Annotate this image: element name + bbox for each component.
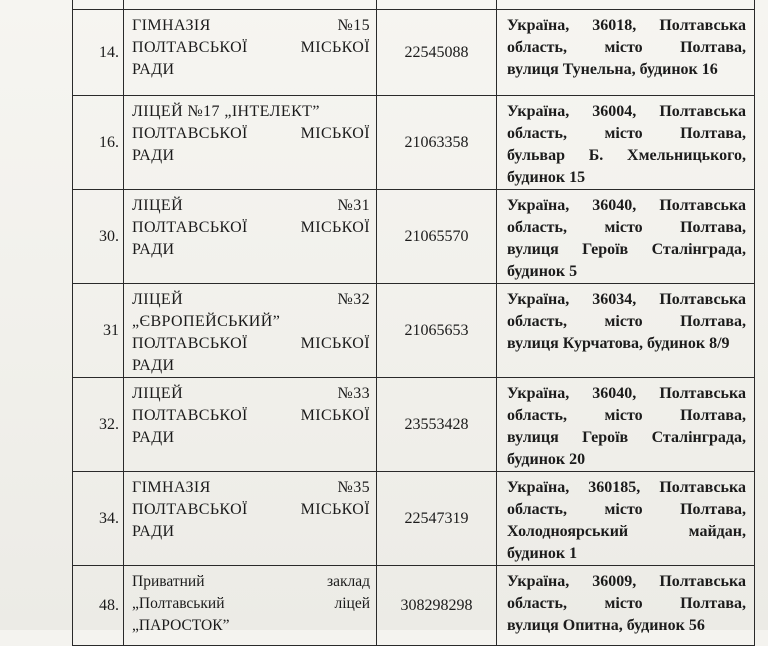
address-word: місто (604, 595, 643, 612)
institution-name-line (132, 427, 370, 449)
institution-name-word: МІСЬКОЇ (300, 125, 370, 142)
institution-name-word: РАДИ (132, 241, 175, 258)
address-line (507, 477, 746, 499)
address-line (507, 101, 746, 123)
institution-name-word: ПОЛТАВСЬКОЇ (132, 335, 248, 352)
institution-name-word: ПОЛТАВСЬКОЇ (132, 125, 248, 142)
row-number: 14. (73, 10, 124, 96)
address-word: Полтавська (659, 17, 746, 34)
address-line (507, 405, 746, 427)
address-word: 36009, (592, 573, 637, 590)
address-word: Хмельницького, (627, 147, 746, 164)
address-word: Героїв (582, 429, 629, 446)
institution-name-line (132, 37, 370, 59)
institution-name-word: МІСЬКОЇ (300, 39, 370, 56)
address-line (507, 37, 746, 59)
institution-name-word: ЛІЦЕЙ (132, 197, 184, 214)
institution-name-line (132, 195, 370, 217)
row-number: 30. (73, 190, 124, 284)
institution-address (497, 284, 755, 378)
address-word: місто (604, 39, 643, 56)
address-word: 36004, (592, 103, 637, 120)
address-word: Полтава, (680, 501, 746, 518)
address-word: Полтавська (659, 385, 746, 402)
address-word: Б. (588, 147, 604, 164)
edrpou-code: 21065653 (377, 284, 497, 378)
address-word: Полтавська (659, 291, 746, 308)
address-word: 36040, (592, 197, 637, 214)
address-word: область, (507, 407, 567, 424)
institution-name-line (132, 15, 370, 37)
address-word: область, (507, 219, 567, 236)
institution-name-word: Приватний (132, 573, 205, 590)
edrpou-code: 21065570 (377, 190, 497, 284)
institution-name-word: „Полтавський (132, 595, 225, 612)
address-word: область, (507, 501, 567, 518)
address-word: Україна, (507, 103, 570, 120)
address-word: Полтава, (680, 39, 746, 56)
address-word: Полтава, (680, 219, 746, 236)
institution-name-line (132, 571, 370, 593)
address-line (507, 145, 746, 167)
institution-name-line (132, 355, 370, 377)
edrpou-code: 22547319 (377, 472, 497, 566)
address-word: 36034, (592, 291, 637, 308)
address-word: майдан, (688, 523, 746, 540)
table-row (73, 10, 755, 96)
institution-name-word: №15 (337, 17, 370, 34)
address-word: Україна, (507, 479, 570, 496)
address-word: Полтава, (680, 407, 746, 424)
institution-name (124, 378, 377, 472)
address-word: Полтава, (680, 595, 746, 612)
address-word: вулиця Курчатова, будинок 8/9 (507, 335, 730, 352)
institution-name-line (132, 145, 370, 167)
institution-address (497, 190, 755, 284)
institution-name (124, 284, 377, 378)
address-line (507, 239, 746, 261)
institution-name-line (132, 333, 370, 355)
address-line (507, 261, 746, 283)
institution-name-line (132, 311, 370, 333)
institution-name-word: №31 (337, 197, 370, 214)
institution-name-line (132, 217, 370, 239)
address-word: місто (604, 313, 643, 330)
address-line (507, 571, 746, 593)
institution-address (497, 378, 755, 472)
registry-table (72, 0, 755, 646)
address-word: Україна, (507, 291, 570, 308)
address-line (507, 289, 746, 311)
institution-name-word: ЛІЦЕЙ (132, 385, 184, 402)
address-word: Україна, (507, 197, 570, 214)
institution-name-word: МІСЬКОЇ (300, 407, 370, 424)
institution-name-line (132, 59, 370, 81)
institution-address (497, 96, 755, 190)
table-row (73, 284, 755, 378)
address-line (507, 615, 746, 637)
address-line (507, 15, 746, 37)
address-word: Сталінграда, (651, 429, 746, 446)
edrpou-code: 308298298 (377, 566, 497, 646)
institution-name-word: ЛІЦЕЙ №17 „ІНТЕЛЕКТ” (132, 103, 320, 120)
edrpou-code: 22545088 (377, 10, 497, 96)
edrpou-code: 23553428 (377, 378, 497, 472)
address-word: область, (507, 595, 567, 612)
institution-name-word: РАДИ (132, 357, 175, 374)
address-line (507, 195, 746, 217)
institution-name-word: МІСЬКОЇ (300, 219, 370, 236)
address-word: Україна, (507, 17, 570, 34)
institution-name-line (132, 499, 370, 521)
institution-name-word: ПОЛТАВСЬКОЇ (132, 219, 248, 236)
row-number: 32. (73, 378, 124, 472)
address-line (507, 593, 746, 615)
institution-name-line (132, 239, 370, 261)
institution-name-word: ліцей (334, 595, 370, 612)
address-line (507, 123, 746, 145)
institution-name-word: МІСЬКОЇ (300, 501, 370, 518)
row-number: 16. (73, 96, 124, 190)
institution-name-word: ПОЛТАВСЬКОЇ (132, 39, 248, 56)
address-word: вулиця (507, 429, 559, 446)
institution-name-word: РАДИ (132, 147, 175, 164)
institution-name-line (132, 289, 370, 311)
address-line (507, 383, 746, 405)
institution-name-line (132, 383, 370, 405)
institution-name-word: ПОЛТАВСЬКОЇ (132, 407, 248, 424)
institution-name-word: №35 (337, 479, 370, 496)
institution-address (497, 10, 755, 96)
address-word: вулиця Опитна, будинок 56 (507, 617, 705, 634)
address-word: Україна, (507, 573, 570, 590)
institution-name-line (132, 101, 370, 123)
address-word: бульвар (507, 147, 565, 164)
row-number: 48. (73, 566, 124, 646)
address-line (507, 521, 746, 543)
institution-name-word: МІСЬКОЇ (300, 335, 370, 352)
address-word: Полтавська (659, 479, 746, 496)
institution-name-word: РАДИ (132, 523, 175, 540)
address-line (507, 311, 746, 333)
institution-name-line (132, 593, 370, 615)
table-row (73, 96, 755, 190)
institution-name-word: ГІМНАЗІЯ (132, 479, 211, 496)
address-word: Полтавська (659, 103, 746, 120)
table-row (73, 190, 755, 284)
address-line (507, 217, 746, 239)
address-word: Полтава, (680, 125, 746, 142)
address-line (507, 167, 746, 189)
institution-name-word: ПОЛТАВСЬКОЇ (132, 501, 248, 518)
institution-name-word: РАДИ (132, 61, 175, 78)
edrpou-code: 21063358 (377, 96, 497, 190)
institution-name (124, 190, 377, 284)
address-word: місто (604, 407, 643, 424)
address-word: Полтавська (659, 573, 746, 590)
table-row (73, 378, 755, 472)
address-word: Полтава, (680, 313, 746, 330)
table-row-top-stub (73, 0, 755, 10)
institution-name-word: „ПАРОСТОК” (132, 617, 230, 634)
address-line (507, 59, 746, 81)
institution-address (497, 566, 755, 646)
institution-name-line (132, 477, 370, 499)
row-number: 34. (73, 472, 124, 566)
address-word: область, (507, 313, 567, 330)
institution-name (124, 10, 377, 96)
address-line (507, 449, 746, 471)
table-row (73, 566, 755, 646)
institution-name (124, 472, 377, 566)
institution-name-word: №32 (337, 291, 370, 308)
address-word: 360185, (588, 479, 641, 496)
institution-name-line (132, 405, 370, 427)
address-word: вулиця (507, 241, 559, 258)
table-body (73, 0, 755, 646)
institution-name-word: РАДИ (132, 429, 175, 446)
row-number: 31 (73, 284, 124, 378)
institution-name (124, 566, 377, 646)
address-word: Україна, (507, 385, 570, 402)
institution-name-word: №33 (337, 385, 370, 402)
institution-address (497, 472, 755, 566)
table-row (73, 472, 755, 566)
address-word: місто (604, 125, 643, 142)
address-word: область, (507, 39, 567, 56)
institution-name (124, 96, 377, 190)
address-word: 36040, (592, 385, 637, 402)
address-word: будинок 20 (507, 451, 586, 468)
address-word: Сталінграда, (651, 241, 746, 258)
address-line (507, 427, 746, 449)
address-word: місто (604, 219, 643, 236)
institution-name-word: „ЄВРОПЕЙСЬКИЙ” (132, 313, 281, 330)
institution-name-word: ЛІЦЕЙ (132, 291, 184, 308)
institution-name-word: ГІМНАЗІЯ (132, 17, 211, 34)
address-word: будинок 15 (507, 169, 586, 186)
address-word: будинок 5 (507, 263, 578, 280)
address-word: місто (604, 501, 643, 518)
address-line (507, 543, 746, 565)
address-line (507, 499, 746, 521)
institution-name-line (132, 615, 370, 637)
address-word: 36018, (592, 17, 637, 34)
address-line (507, 333, 746, 355)
address-word: область, (507, 125, 567, 142)
institution-name-line (132, 521, 370, 543)
institution-name-line (132, 123, 370, 145)
address-word: Холодноярський (507, 523, 629, 540)
address-word: Героїв (582, 241, 629, 258)
address-word: Полтавська (659, 197, 746, 214)
address-word: будинок 1 (507, 545, 578, 562)
address-word: вулиця Тунельна, будинок 16 (507, 61, 718, 78)
institution-name-word: заклад (326, 573, 370, 590)
